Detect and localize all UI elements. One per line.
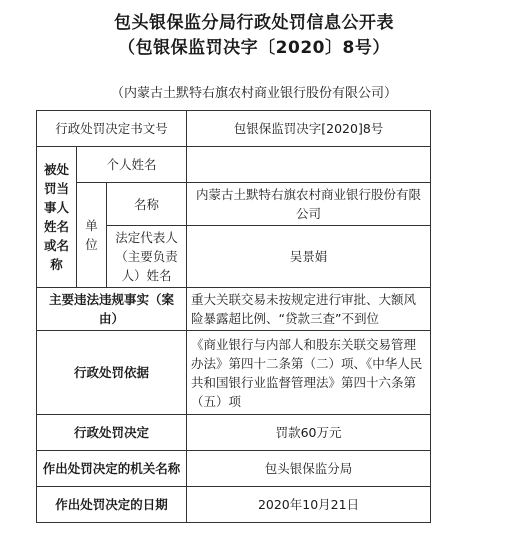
penalty-info-table xyxy=(36,110,431,523)
entity-name-note: （内蒙古土默特右旗农村商业银行股份有限公司） xyxy=(110,86,397,101)
table-row xyxy=(37,147,431,183)
violation-label: 主要违法违规事实（案由） xyxy=(37,288,187,331)
page-title: 包头银保监分局行政处罚信息公开表 xyxy=(114,13,394,33)
person-name-value xyxy=(187,147,431,183)
table-row xyxy=(37,183,431,226)
penalty-decision-value: 罚款60万元 xyxy=(187,415,431,451)
party-label: 被处罚当事人姓名或名称 xyxy=(37,147,77,288)
table-row xyxy=(37,331,431,415)
penalty-basis-label: 行政处罚依据 xyxy=(37,331,187,415)
document-number-subtitle: （包银保监罚决字〔2020〕8号） xyxy=(118,38,390,58)
violation-value: 重大关联交易未按规定进行审批、大额风险暴露超比例、“贷款三查”不到位 xyxy=(187,288,431,331)
unit-name-value: 内蒙古土默特右旗农村商业银行股份有限公司 xyxy=(187,183,431,226)
table-row xyxy=(37,288,431,331)
legal-rep-value: 吴景娟 xyxy=(187,226,431,288)
table-row xyxy=(37,451,431,487)
unit-label: 单位 xyxy=(77,183,107,288)
doc-number-value: 包银保监罚决字[2020]8号 xyxy=(187,111,431,147)
penalty-basis-value: 《商业银行与内部人和股东关联交易管理办法》第四十二条第（二）项、《中华人民共和国银行业监督管理法》第四十六条第（五）项 xyxy=(187,331,431,415)
legal-rep-label: 法定代表人（主要负责人）姓名 xyxy=(107,226,187,288)
table-row xyxy=(37,415,431,451)
unit-name-label: 名称 xyxy=(107,183,187,226)
table-row xyxy=(37,111,431,147)
penalty-decision-label: 行政处罚决定 xyxy=(37,415,187,451)
decision-date-value: 2020年10月21日 xyxy=(187,487,431,523)
authority-value: 包头银保监分局 xyxy=(187,451,431,487)
doc-number-label: 行政处罚决定书文号 xyxy=(37,111,187,147)
decision-date-label: 作出处罚决定的日期 xyxy=(37,487,187,523)
table-row xyxy=(37,487,431,523)
authority-label: 作出处罚决定的机关名称 xyxy=(37,451,187,487)
person-name-label: 个人姓名 xyxy=(77,147,187,183)
